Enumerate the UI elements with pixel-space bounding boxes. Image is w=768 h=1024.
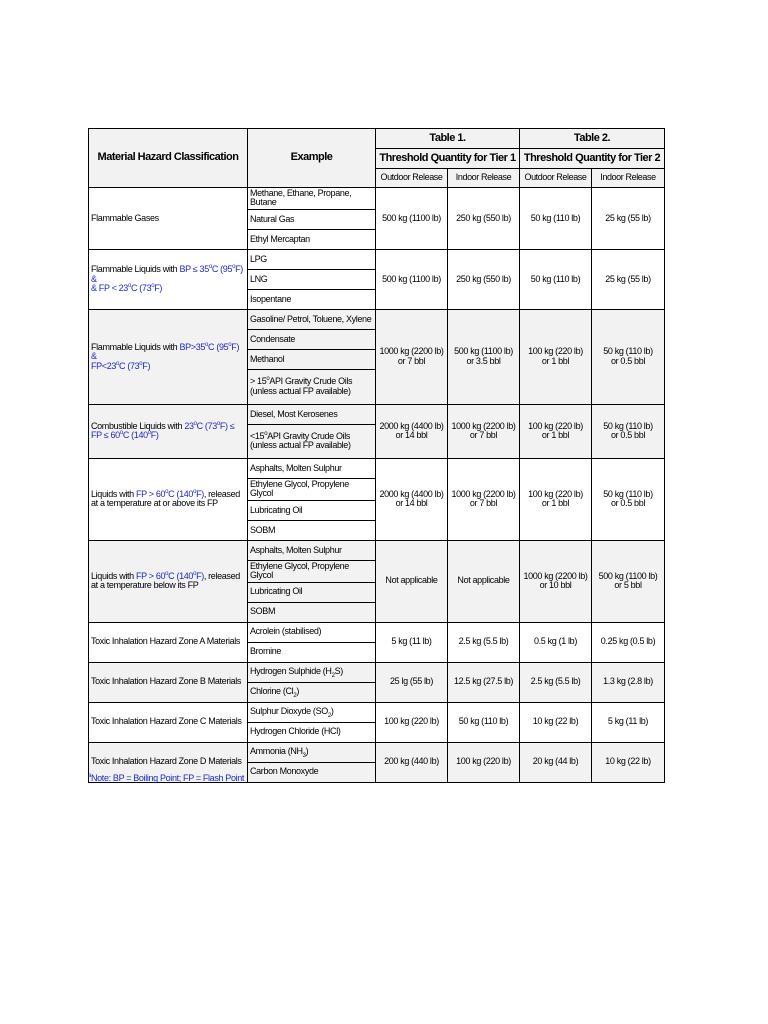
example-cell: Isopentane: [248, 289, 376, 309]
hazard-threshold-table-container: [88, 128, 664, 783]
header-classification: Material Hazard Classification: [89, 129, 248, 188]
example-cell: Asphalts, Molten Sulphur: [248, 540, 376, 560]
t1-indoor-cell: 250 kg (550 lb): [448, 188, 520, 250]
example-cell: Natural Gas: [248, 209, 376, 229]
header-t2-indoor: Indoor Release: [592, 169, 665, 188]
t1-indoor-cell: 2.5 kg (5.5 lb): [448, 622, 520, 662]
example-cell: Bromine: [248, 642, 376, 662]
example-cell: Hydrogen Chloride (HCl): [248, 722, 376, 742]
t2-indoor-cell: 50 kg (110 lb) or 0.5 bbl: [592, 458, 665, 540]
table-row: [89, 540, 665, 560]
t2-indoor-cell: 25 kg (55 lb): [592, 249, 665, 309]
t2-outdoor-cell: 100 kg (220 lb) or 1 bbl: [520, 458, 592, 540]
t2-outdoor-cell: 50 kg (110 lb): [520, 249, 592, 309]
classification-cell: Toxic Inhalation Hazard Zone C Materials: [89, 702, 248, 742]
table-row: [89, 702, 665, 722]
classification-cell: Toxic Inhalation Hazard Zone D Materials: [89, 742, 248, 782]
example-cell: Ethyl Mercaptan: [248, 229, 376, 249]
t2-indoor-cell: 25 kg (55 lb): [592, 188, 665, 250]
t1-outdoor-cell: 1000 kg (2200 lb) or 7 bbl: [376, 309, 448, 404]
t1-indoor-cell: Not applicable: [448, 540, 520, 622]
classification-cell: Flammable Gases: [89, 188, 248, 250]
t2-indoor-cell: 0.25 kg (0.5 lb): [592, 622, 665, 662]
example-cell: Ethylene Glycol, Propylene Glycol: [248, 478, 376, 500]
hazard-threshold-table: [88, 128, 665, 783]
example-cell: Diesel, Most Kerosenes: [248, 404, 376, 424]
table-row: [89, 404, 665, 424]
header-table2: Table 2.: [520, 129, 665, 149]
t1-indoor-cell: 250 kg (550 lb): [448, 249, 520, 309]
t2-indoor-cell: 5 kg (11 lb): [592, 702, 665, 742]
example-cell: Gasoline/ Petrol, Toluene, Xylene: [248, 309, 376, 329]
header-example: Example: [248, 129, 376, 188]
t2-indoor-cell: 10 kg (22 lb): [592, 742, 665, 782]
example-cell: Condensate: [248, 329, 376, 349]
t2-outdoor-cell: 50 kg (110 lb): [520, 188, 592, 250]
t2-indoor-cell: 50 kg (110 lb) or 0.5 bbl: [592, 404, 665, 458]
header-tier2: Threshold Quantity for Tier 2: [520, 149, 665, 169]
example-cell: LNG: [248, 269, 376, 289]
header-t2-outdoor: Outdoor Release: [520, 169, 592, 188]
t1-outdoor-cell: 5 kg (11 lb): [376, 622, 448, 662]
classification-cell: Liquids with FP > $60^oC$ (140$^o$F), released at a temperature below its FP: [89, 540, 248, 622]
header-t1-outdoor: Outdoor Release: [376, 169, 448, 188]
t1-outdoor-cell: Not applicable: [376, 540, 448, 622]
table-row: [89, 742, 665, 762]
footnote-mark: a: [88, 773, 91, 779]
example-cell: SOBM: [248, 520, 376, 540]
example-cell: Ethylene Glycol, Propylene Glycol: [248, 560, 376, 582]
t2-outdoor-cell: 2.5 kg (5.5 lb): [520, 662, 592, 702]
classification-cell: Combustible Liquids with 23$^o$C $(73^oF)$ ≤ FP ≤ $60^oC$ (140$^o$F): [89, 404, 248, 458]
table-row: [89, 662, 665, 682]
t2-outdoor-cell: 20 kg (44 lb): [520, 742, 592, 782]
example-cell: Lubricating Oil: [248, 582, 376, 602]
table-row: [89, 622, 665, 642]
classification-cell: Flammable Liquids with $BP>35^oC$ (95$^o$F) & $FP<23^oC$ (73$^o$F): [89, 309, 248, 404]
example-cell: LPG: [248, 249, 376, 269]
header-table1: Table 1.: [376, 129, 520, 149]
classification-cell: Toxic Inhalation Hazard Zone A Materials: [89, 622, 248, 662]
t1-outdoor-cell: 100 kg (220 lb): [376, 702, 448, 742]
t1-indoor-cell: 1000 kg (2200 lb) or 7 bbl: [448, 458, 520, 540]
t2-indoor-cell: 1.3 kg (2.8 lb): [592, 662, 665, 702]
t1-indoor-cell: 500 kg (1100 lb) or 3.5 bbl: [448, 309, 520, 404]
t1-outdoor-cell: 500 kg (1100 lb): [376, 188, 448, 250]
table-row: [89, 249, 665, 269]
t2-indoor-cell: 500 kg (1100 lb) or 5 bbl: [592, 540, 665, 622]
table-row: [89, 309, 665, 329]
example-cell: Carbon Monoxyde: [248, 762, 376, 782]
header-tier1: Threshold Quantity for Tier 1: [376, 149, 520, 169]
t1-outdoor-cell: 2000 kg (4400 lb) or 14 bbl: [376, 404, 448, 458]
classification-cell: Flammable Liquids with BP ≤ $35^oC$ (95$^o$F) & & FP < $23^oC$ (73$^o$F): [89, 249, 248, 309]
t2-outdoor-cell: 100 kg (220 lb) or 1 bbl: [520, 404, 592, 458]
example-cell: Acrolein (stabilised): [248, 622, 376, 642]
example-cell: > $15^oAPI$ Gravity Crude Oils (unless actual FP available): [248, 369, 376, 404]
example-cell: SOBM: [248, 602, 376, 622]
t1-indoor-cell: 100 kg (220 lb): [448, 742, 520, 782]
example-cell: Sulphur Dioxyde $(SO_2)$: [248, 702, 376, 722]
example-cell: Ammonia $(NH_3)$: [248, 742, 376, 762]
t2-outdoor-cell: 0.5 kg (1 lb): [520, 622, 592, 662]
classification-cell: Toxic Inhalation Hazard Zone B Materials: [89, 662, 248, 702]
t1-outdoor-cell: 25 lg (55 lb): [376, 662, 448, 702]
example-cell: $<15^oAPI$ Gravity Crude Oils (unless actual FP available): [248, 424, 376, 458]
t2-outdoor-cell: 100 kg (220 lb) or 1 bbl: [520, 309, 592, 404]
table-row: [89, 188, 665, 210]
table-row: [89, 458, 665, 478]
header-t1-indoor: Indoor Release: [448, 169, 520, 188]
example-cell: Methanol: [248, 349, 376, 369]
t2-indoor-cell: 50 kg (110 lb) or 0.5 bbl: [592, 309, 665, 404]
t1-outdoor-cell: 200 kg (440 lb): [376, 742, 448, 782]
t1-indoor-cell: 12.5 kg (27.5 lb): [448, 662, 520, 702]
example-cell: Methane, Ethane, Propane, Butane: [248, 188, 376, 210]
example-cell: Chlorine $(Cl_2)$: [248, 682, 376, 702]
classification-cell: Liquids with FP > $60^oC$ (140$^o$F), released at a temperature at or above its FP: [89, 458, 248, 540]
t2-outdoor-cell: 1000 kg (2200 lb) or 10 bbl: [520, 540, 592, 622]
footnote: [88, 773, 244, 783]
example-cell: Hydrogen Sulphide $(H_2S)$: [248, 662, 376, 682]
t1-indoor-cell: 1000 kg (2200 lb) or 7 bbl: [448, 404, 520, 458]
example-cell: Lubricating Oil: [248, 500, 376, 520]
t1-outdoor-cell: 500 kg (1100 lb): [376, 249, 448, 309]
footnote-text: Note: BP = Boiling Point; FP = Flash Point: [91, 773, 245, 783]
t1-outdoor-cell: 2000 kg (4400 lb) or 14 bbl: [376, 458, 448, 540]
example-cell: Asphalts, Molten Sulphur: [248, 458, 376, 478]
t2-outdoor-cell: 10 kg (22 lb): [520, 702, 592, 742]
t1-indoor-cell: 50 kg (110 lb): [448, 702, 520, 742]
